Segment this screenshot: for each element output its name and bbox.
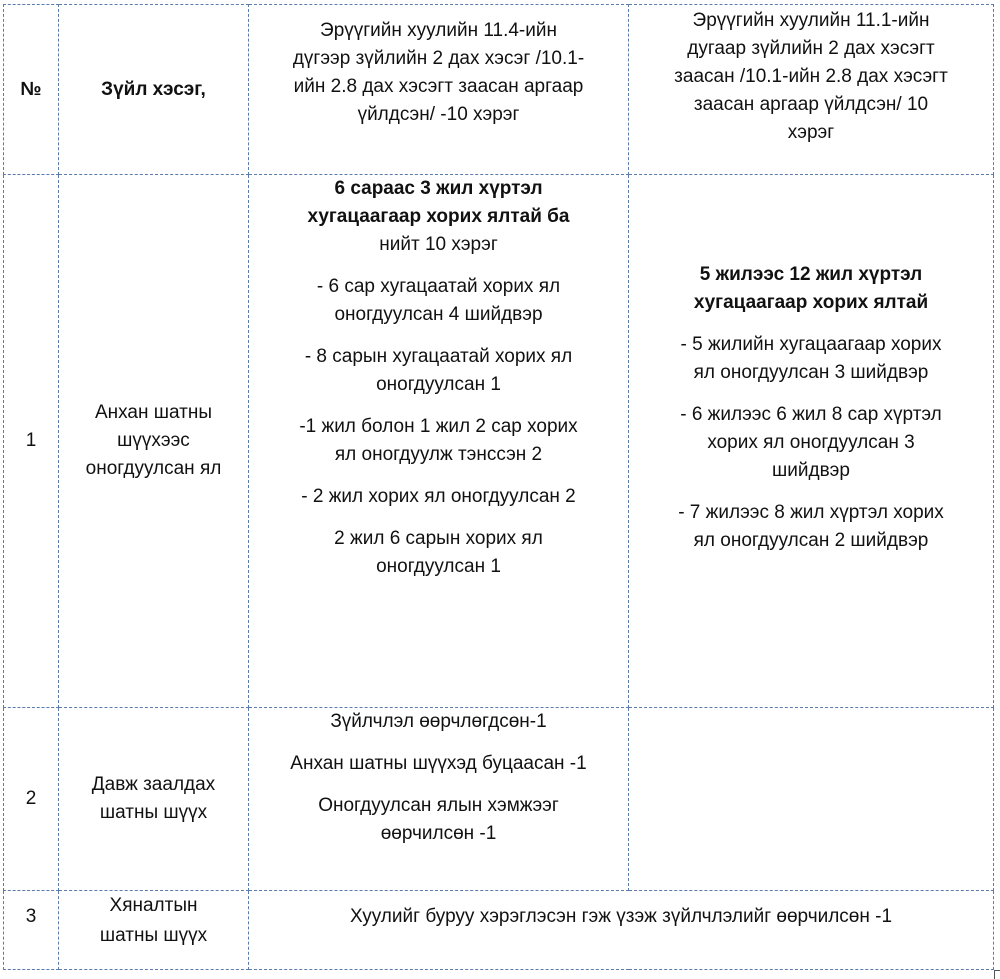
row-section bbox=[59, 175, 249, 708]
list-item-line: ял оногдуулсан 2 шийдвэр bbox=[693, 530, 929, 551]
row-section-line: оногдуулсан ял bbox=[85, 458, 222, 479]
list-item-line: - 6 сар хугацаатай хорих ял bbox=[316, 276, 561, 297]
table-row bbox=[4, 891, 994, 970]
header-col-a bbox=[249, 5, 629, 175]
header-col-a-line: Эрүүгийн хуулийн 11.4-ийн bbox=[320, 20, 557, 41]
header-col-a-line: ийн 2.8 дах хэсэгт заасан аргаар bbox=[293, 76, 584, 97]
table-row bbox=[4, 708, 994, 891]
header-col-a-line: дүгээр зүйлийн 2 дах хэсэг /10.1- bbox=[292, 48, 585, 69]
list-item-line: - 7 жилээс 8 жил хүртэл хорих bbox=[678, 502, 944, 523]
row-no: 1 bbox=[4, 175, 59, 708]
list-item bbox=[255, 750, 622, 778]
table-row bbox=[4, 175, 994, 708]
list-item-line: оногдуулсан 1 bbox=[376, 374, 501, 395]
list-item-line: - 6 жилээс 6 жил 8 сар хүртэл bbox=[680, 404, 942, 425]
list-item-line: ял оногдуулсан 3 шийдвэр bbox=[693, 362, 929, 383]
header-col-b-line: заасан /10.1-ийн 2.8 дах хэсэгт bbox=[674, 66, 948, 87]
title-line: хугацаагаар хорих ялтай ба bbox=[307, 206, 570, 227]
list-item bbox=[255, 525, 622, 581]
header-row bbox=[4, 5, 994, 175]
header-section bbox=[59, 5, 249, 175]
row-col-a bbox=[249, 175, 629, 708]
row-section-line: шатны шүүх bbox=[99, 925, 208, 946]
list-item-line: 2 жил 6 сарын хорих ял bbox=[334, 528, 543, 549]
list-item bbox=[255, 343, 622, 399]
row-col-a bbox=[249, 708, 629, 891]
list-item-line: - 2 жил хорих ял оногдуулсан 2 bbox=[301, 486, 576, 507]
header-col-b-line: заасан аргаар үйлдсэн/ 10 bbox=[693, 94, 929, 115]
list-item-line: -1 жил болон 1 жил 2 сар хорих bbox=[299, 416, 578, 437]
row-section-line: шүүхээс bbox=[117, 430, 190, 451]
row-section bbox=[59, 891, 249, 970]
list-item-line: оногдуулсан 1 bbox=[376, 556, 501, 577]
row-no: 3 bbox=[4, 891, 59, 970]
title-line: нийт 10 хэрэг bbox=[379, 234, 498, 255]
list-item-line: хорих ял оногдуулсан 3 bbox=[707, 432, 915, 453]
header-no-text: № bbox=[20, 78, 42, 100]
title-line: 5 жилээс 12 жил хүртэл bbox=[699, 264, 923, 285]
list-item bbox=[635, 331, 987, 387]
list-item-line: өөрчилсөн -1 bbox=[380, 823, 497, 844]
header-col-b-line: дугаар зүйлийн 2 дах хэсэгт bbox=[687, 38, 935, 59]
list-item-line: Зүйлчлэл өөрчлөгдсөн-1 bbox=[330, 711, 547, 732]
list-item-line: оногдуулсан 4 шийдвэр bbox=[334, 304, 543, 325]
list-item bbox=[255, 413, 622, 469]
row-section-line: Давж заалдах bbox=[91, 774, 216, 795]
list-item bbox=[255, 483, 622, 511]
list-item-line: шийдвэр bbox=[772, 460, 850, 481]
row-col-b-empty bbox=[629, 708, 994, 891]
header-col-b-line: Эрүүгийн хуулийн 11.1-ийн bbox=[692, 10, 930, 31]
list-item-line: - 5 жилийн хугацаагаар хорих bbox=[680, 334, 942, 355]
list-item-line: Оногдуулсан ялын хэмжээг bbox=[318, 795, 559, 816]
title-line: хугацаагаар хорих ялтай bbox=[693, 292, 929, 313]
row-no: 2 bbox=[4, 708, 59, 891]
list-item bbox=[255, 708, 622, 736]
col-b-title bbox=[635, 261, 987, 317]
list-item-line: - 8 сарын хугацаатай хорих ял bbox=[304, 346, 573, 367]
list-item bbox=[255, 273, 622, 329]
row-col-b bbox=[629, 175, 994, 708]
header-section-text: Зүйл хэсэг, bbox=[101, 78, 206, 100]
col-a-title bbox=[255, 175, 622, 259]
sentencing-table bbox=[3, 4, 994, 970]
header-no bbox=[4, 5, 59, 175]
list-item bbox=[255, 792, 622, 848]
row-section-line: Хяналтын bbox=[109, 895, 198, 916]
title-line: 6 сараас 3 жил хүртэл bbox=[334, 178, 543, 199]
list-item-line: ял оногдуулж тэнссэн 2 bbox=[334, 444, 543, 465]
row-section-line: Анхан шатны bbox=[94, 402, 213, 423]
list-item bbox=[635, 499, 987, 555]
header-col-a-line: үйлдсэн/ -10 хэрэг bbox=[357, 104, 520, 125]
row-merged-result: Хуулийг буруу хэрэглэсэн гэж үзэж зүйлчлэлийг өөрчилсөн -1 bbox=[249, 891, 994, 970]
header-col-b bbox=[629, 5, 994, 175]
list-item bbox=[635, 401, 987, 485]
row-section-line: шатны шүүх bbox=[99, 802, 208, 823]
list-item-line: Анхан шатны шүүхэд буцаасан -1 bbox=[290, 753, 587, 774]
row-section bbox=[59, 708, 249, 891]
header-col-b-line: хэрэг bbox=[787, 122, 835, 143]
